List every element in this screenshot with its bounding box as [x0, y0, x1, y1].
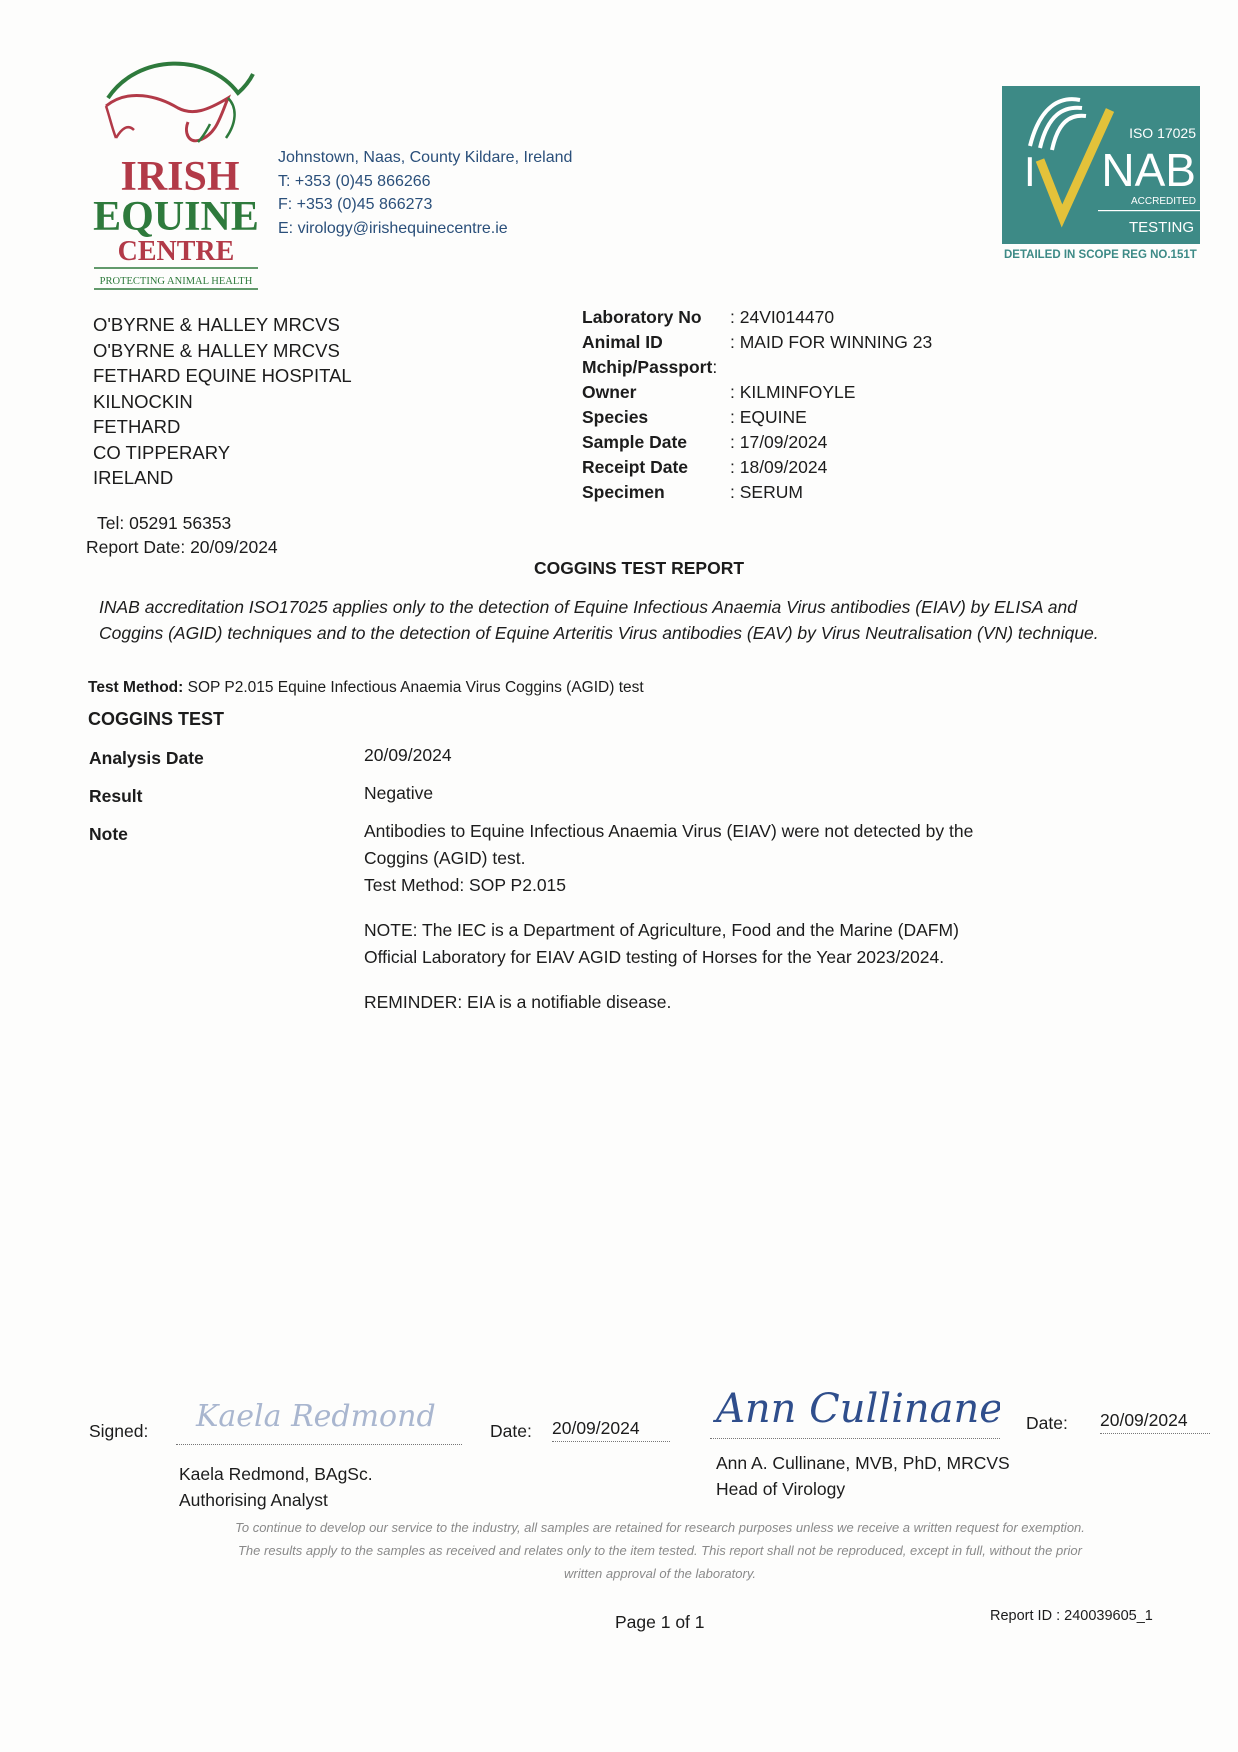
inab-accreditation-note: INAB accreditation ISO17025 applies only to the detection of Equine Infectious Anaemia Virus antibodies (EIAV) by ELISA and Coggins (AGID) techniques and to the detection of Equine Arteritis Virus antibodies (EAV) by Virus Neutralisation (VN) technique.	[99, 597, 1099, 643]
inab-nab-label: NAB	[1101, 144, 1196, 196]
sample-value: : 17/09/2024	[730, 432, 828, 452]
head-name: Ann A. Cullinane, MVB, PhD, MRCVS	[716, 1453, 1010, 1473]
handwritten-signature-icon	[176, 1384, 462, 1444]
analyst-block	[179, 1461, 373, 1513]
lab-fax: F: +353 (0)45 866273	[278, 196, 433, 213]
sample-label: Laboratory No	[582, 307, 702, 327]
inab-iso-label: ISO 17025	[1129, 125, 1196, 141]
signed-label: Signed:	[89, 1421, 149, 1441]
lab-contact-block	[278, 146, 572, 240]
sample-row	[582, 480, 932, 505]
analyst-signature	[176, 1384, 462, 1445]
sample-details	[582, 305, 932, 505]
sample-row	[582, 305, 932, 330]
sample-row	[582, 330, 932, 355]
analyst-signature-text: Kaela Redmond	[196, 1399, 436, 1434]
sample-label: Mchip/Passport	[582, 357, 713, 377]
head-sign-date: 20/09/2024	[1100, 1410, 1210, 1434]
footer-disclaimer	[170, 1516, 1150, 1585]
sample-label: Species	[582, 407, 649, 427]
sample-value: : KILMINFOYLE	[730, 382, 856, 402]
sample-row	[582, 405, 932, 430]
logo-word-centre: CENTRE	[117, 236, 235, 267]
coggins-section-title: COGGINS TEST	[88, 709, 225, 729]
sample-row	[582, 430, 932, 455]
result-value: Negative	[364, 783, 434, 803]
sample-row	[582, 455, 932, 480]
svg-text:I: I	[1024, 148, 1036, 195]
sample-value: : SERUM	[730, 482, 803, 502]
sample-row	[582, 380, 932, 405]
logo-word-equine: EQUINE	[93, 194, 259, 240]
address-line: KILNOCKIN	[93, 390, 193, 412]
date-label: Date:	[1026, 1413, 1068, 1433]
lab-email: E: virology@irishequinecentre.ie	[278, 219, 508, 237]
logo-word-irish: IRISH	[120, 154, 240, 200]
sample-label: Sample Date	[582, 432, 688, 452]
note-label: Note	[89, 824, 128, 844]
sample-label: Animal ID	[582, 332, 663, 352]
sample-row	[582, 355, 932, 380]
sample-label: Receipt Date	[582, 457, 689, 477]
recipient-address	[93, 312, 352, 491]
sample-label: Specimen	[582, 482, 665, 502]
address-line: FETHARD EQUINE HOSPITAL	[93, 365, 352, 386]
inab-testing-label: TESTING	[1128, 219, 1194, 236]
horse-logo-icon	[88, 58, 268, 290]
address-line: IRELAND	[93, 467, 174, 488]
report-date: Report Date: 20/09/2024	[86, 537, 278, 557]
report-title: COGGINS TEST REPORT	[534, 558, 745, 578]
report-id: Report ID : 240039605_1	[990, 1608, 1153, 1624]
handwritten-signature-icon	[710, 1370, 1000, 1438]
inab-accreditation-badge	[1000, 86, 1204, 266]
logo-tagline: PROTECTING ANIMAL HEALTH	[99, 276, 253, 287]
address-line: FETHARD	[93, 416, 181, 437]
head-block	[716, 1450, 1010, 1502]
sample-value: :	[712, 357, 718, 377]
result-label: Result	[89, 786, 143, 806]
sample-value: : 24VI014470	[730, 307, 835, 327]
inab-logo-icon	[1000, 86, 1204, 266]
sample-value: : MAID FOR WINNING 23	[730, 332, 933, 352]
analyst-name: Kaela Redmond, BAgSc.	[179, 1464, 373, 1484]
test-method-value: SOP P2.015 Equine Infectious Anaemia Virus Coggins (AGID) test	[187, 679, 644, 696]
lab-phone: T: +353 (0)45 866266	[278, 172, 431, 190]
analyst-role: Authorising Analyst	[179, 1490, 328, 1510]
address-line: O'BYRNE & HALLEY MRCVS	[93, 339, 340, 361]
note-body	[364, 818, 1004, 1034]
note-paragraph: REMINDER: EIA is a notifiable disease.	[364, 992, 672, 1012]
head-signature-text: Ann Cullinane	[716, 1386, 1000, 1432]
head-role: Head of Virology	[716, 1479, 846, 1499]
disclaimer-line: The results apply to the samples as received and relates only to the item tested. This report shall not be reproduced, except in full, without the prior	[237, 1543, 1082, 1558]
recipient-tel: Tel: 05291 56353	[97, 513, 232, 533]
analyst-sign-date: 20/09/2024	[552, 1418, 670, 1442]
disclaimer-line: written approval of the laboratory.	[564, 1566, 756, 1581]
note-paragraph: Antibodies to Equine Infectious Anaemia Virus (EIAV) were not detected by the Coggins (AGID) test. Test Method: SOP P2.015	[364, 821, 974, 895]
analysis-date-label: Analysis Date	[89, 748, 204, 768]
date-label: Date:	[490, 1421, 532, 1441]
test-method-label: Test Method:	[88, 679, 184, 696]
note-paragraph: NOTE: The IEC is a Department of Agriculture, Food and the Marine (DAFM) Official Laboratory for EIAV AGID testing of Horses for the Year 2023/2024.	[364, 920, 959, 967]
test-method-line	[88, 679, 644, 697]
inab-scope-label: DETAILED IN SCOPE REG NO.151T	[1004, 249, 1197, 261]
lab-address: Johnstown, Naas, County Kildare, Ireland	[278, 149, 573, 166]
sample-value: : EQUINE	[730, 407, 807, 427]
sample-label: Owner	[582, 382, 637, 402]
address-line: CO TIPPERARY	[93, 441, 231, 463]
sample-value: : 18/09/2024	[730, 457, 828, 477]
page-number: Page 1 of 1	[615, 1612, 705, 1632]
address-line: O'BYRNE & HALLEY MRCVS	[93, 314, 340, 335]
disclaimer-line: To continue to develop our service to the industry, all samples are retained for research purposes unless we receive a written request for exemption.	[235, 1520, 1085, 1535]
irish-equine-centre-logo	[88, 58, 268, 290]
inab-accredited-label: ACCREDITED	[1130, 196, 1196, 207]
analysis-date-value: 20/09/2024	[364, 745, 452, 765]
head-signature	[710, 1370, 1000, 1439]
